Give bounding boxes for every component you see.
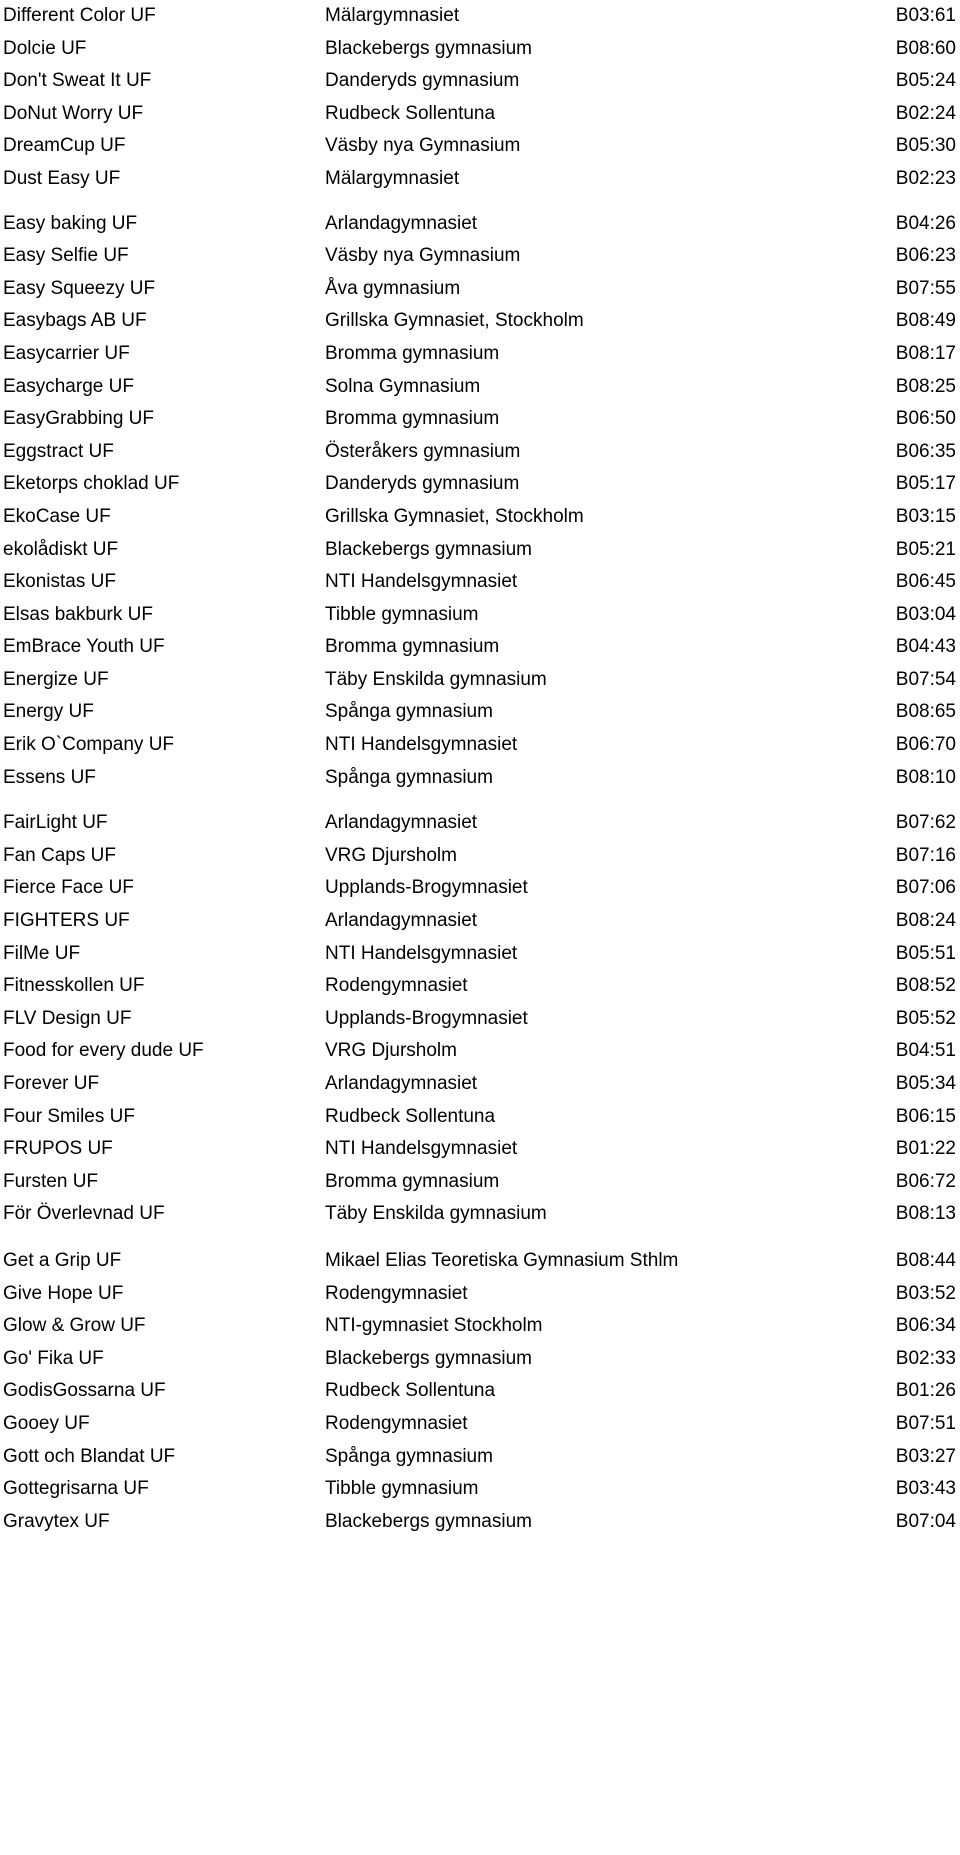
booth-code: B08:25 xyxy=(895,375,956,397)
table-row xyxy=(0,208,960,241)
table-row xyxy=(0,1310,960,1343)
school-name: Rodengymnasiet xyxy=(325,1282,468,1304)
table-row xyxy=(0,468,960,501)
group-d xyxy=(0,0,960,196)
table-row xyxy=(0,566,960,599)
booth-code: B08:13 xyxy=(895,1203,956,1225)
table-row xyxy=(0,273,960,306)
school-name: Spånga gymnasium xyxy=(325,701,493,723)
table-row xyxy=(0,1166,960,1199)
company-name: Get a Grip UF xyxy=(3,1249,122,1271)
school-name: Rudbeck Sollentuna xyxy=(325,1105,496,1127)
school-name: Rudbeck Sollentuna xyxy=(325,1380,496,1402)
booth-code: B06:34 xyxy=(895,1315,956,1337)
table-row xyxy=(0,1101,960,1134)
company-name: ekolådiskt UF xyxy=(3,538,119,560)
booth-code: B07:51 xyxy=(895,1412,956,1434)
table-row xyxy=(0,1245,960,1278)
booth-code: B02:24 xyxy=(895,102,956,124)
company-name: Give Hope UF xyxy=(3,1282,124,1304)
company-name: Four Smiles UF xyxy=(3,1105,135,1127)
group-spacer xyxy=(0,1231,960,1245)
company-name: Elsas bakburk UF xyxy=(3,603,153,625)
school-name: Täby Enskilda gymnasium xyxy=(325,668,547,690)
booth-code: B05:52 xyxy=(895,1007,956,1029)
school-name: Upplands-Brogymnasiet xyxy=(325,1007,528,1029)
table-row xyxy=(0,1408,960,1441)
company-name: Eketorps choklad UF xyxy=(3,473,180,495)
school-name: VRG Djursholm xyxy=(325,1040,457,1062)
table-row xyxy=(0,872,960,905)
table-row xyxy=(0,807,960,840)
booth-code: B07:62 xyxy=(895,812,956,834)
booth-code: B08:65 xyxy=(895,701,956,723)
school-name: Mikael Elias Teoretiska Gymnasium Sthlm xyxy=(325,1249,679,1271)
booth-code: B08:52 xyxy=(895,975,956,997)
company-name: FilMe UF xyxy=(3,942,81,964)
booth-code: B03:43 xyxy=(895,1478,956,1500)
booth-code: B06:23 xyxy=(895,245,956,267)
booth-code: B08:10 xyxy=(895,766,956,788)
booth-code: B06:45 xyxy=(895,571,956,593)
school-name: Bromma gymnasium xyxy=(325,636,500,658)
table-row xyxy=(0,1473,960,1506)
school-name: Spånga gymnasium xyxy=(325,1445,493,1467)
booth-code: B04:26 xyxy=(895,212,956,234)
table-row xyxy=(0,1506,960,1539)
group-e xyxy=(0,208,960,795)
school-name: Bromma gymnasium xyxy=(325,408,500,430)
school-name: Blackebergs gymnasium xyxy=(325,538,532,560)
booth-code: B08:49 xyxy=(895,310,956,332)
school-name: Solna Gymnasium xyxy=(325,375,481,397)
school-name: Rudbeck Sollentuna xyxy=(325,102,496,124)
table-row xyxy=(0,33,960,66)
company-name: Easycarrier UF xyxy=(3,342,130,364)
school-name: Danderyds gymnasium xyxy=(325,473,520,495)
school-name: Bromma gymnasium xyxy=(325,342,500,364)
company-name: Dolcie UF xyxy=(3,37,87,59)
company-name: Easy Selfie UF xyxy=(3,245,129,267)
company-name: Go' Fika UF xyxy=(3,1347,104,1369)
company-name: Fursten UF xyxy=(3,1170,99,1192)
company-name: Glow & Grow UF xyxy=(3,1315,146,1337)
school-name: Österåkers gymnasium xyxy=(325,440,521,462)
school-name: Mälargymnasiet xyxy=(325,5,460,26)
table-row xyxy=(0,305,960,338)
booth-code: B07:16 xyxy=(895,844,956,866)
company-name: Easy baking UF xyxy=(3,212,138,234)
company-name: EkoCase UF xyxy=(3,505,111,527)
table-row xyxy=(0,631,960,664)
company-name: DreamCup UF xyxy=(3,135,126,157)
company-name: FRUPOS UF xyxy=(3,1138,113,1160)
booth-code: B08:24 xyxy=(895,910,956,932)
booth-code: B08:17 xyxy=(895,342,956,364)
table-row xyxy=(0,1441,960,1474)
table-row xyxy=(0,0,960,33)
booth-code: B07:54 xyxy=(895,668,956,690)
booth-code: B01:26 xyxy=(895,1380,956,1402)
company-name: Gooey UF xyxy=(3,1412,90,1434)
company-name: FairLight UF xyxy=(3,812,108,834)
booth-code: B02:23 xyxy=(895,167,956,189)
school-name: Blackebergs gymnasium xyxy=(325,37,532,59)
table-row xyxy=(0,762,960,795)
booth-code: B06:50 xyxy=(895,408,956,430)
booth-code: B07:55 xyxy=(895,277,956,299)
booth-code: B03:61 xyxy=(895,5,956,26)
company-name: Erik O`Company UF xyxy=(3,734,175,756)
booth-code: B05:21 xyxy=(895,538,956,560)
table-row xyxy=(0,501,960,534)
table-row xyxy=(0,1003,960,1036)
table-row xyxy=(0,970,960,1003)
booth-code: B04:51 xyxy=(895,1040,956,1062)
company-name: Energy UF xyxy=(3,701,94,723)
booth-code: B05:24 xyxy=(895,70,956,92)
table-row xyxy=(0,240,960,273)
company-name: Dust Easy UF xyxy=(3,167,121,189)
school-name: Arlandagymnasiet xyxy=(325,212,478,234)
booth-code: B06:70 xyxy=(895,734,956,756)
company-name: Forever UF xyxy=(3,1073,100,1094)
table-row xyxy=(0,729,960,762)
group-f xyxy=(0,807,960,1231)
table-row xyxy=(0,1133,960,1166)
school-name: Tibble gymnasium xyxy=(325,603,479,625)
table-row xyxy=(0,163,960,196)
booth-code: B08:44 xyxy=(895,1249,956,1271)
table-row xyxy=(0,1198,960,1231)
company-name: GodisGossarna UF xyxy=(3,1380,166,1402)
booth-code: B05:51 xyxy=(895,942,956,964)
table-row xyxy=(0,98,960,131)
company-name: Energize UF xyxy=(3,668,109,690)
booth-code: B04:43 xyxy=(895,636,956,658)
table-row xyxy=(0,534,960,567)
school-name: Arlandagymnasiet xyxy=(325,812,478,834)
company-name: Food for every dude UF xyxy=(3,1040,204,1062)
table-row xyxy=(0,1278,960,1311)
booth-code: B07:04 xyxy=(895,1510,956,1532)
table-row xyxy=(0,338,960,371)
school-name: Täby Enskilda gymnasium xyxy=(325,1203,547,1225)
company-name: Don't Sweat It UF xyxy=(3,70,152,92)
table-row xyxy=(0,664,960,697)
school-name: Bromma gymnasium xyxy=(325,1170,500,1192)
table-row xyxy=(0,1343,960,1376)
booth-code: B03:15 xyxy=(895,505,956,527)
company-name: Gott och Blandat UF xyxy=(3,1445,176,1467)
school-name: NTI Handelsgymnasiet xyxy=(325,734,518,756)
school-name: VRG Djursholm xyxy=(325,844,457,866)
company-name: DoNut Worry UF xyxy=(3,102,144,124)
table-row xyxy=(0,840,960,873)
table-row xyxy=(0,599,960,632)
school-name: Åva gymnasium xyxy=(325,277,461,299)
company-name: Fan Caps UF xyxy=(3,844,116,866)
booth-code: B08:60 xyxy=(895,37,956,59)
table-row xyxy=(0,65,960,98)
company-name: FIGHTERS UF xyxy=(3,910,130,932)
booth-code: B05:30 xyxy=(895,135,956,157)
school-name: Väsby nya Gymnasium xyxy=(325,135,521,157)
school-name: Grillska Gymnasiet, Stockholm xyxy=(325,505,584,527)
school-name: NTI-gymnasiet Stockholm xyxy=(325,1315,543,1337)
school-name: Tibble gymnasium xyxy=(325,1478,479,1500)
booth-code: B05:34 xyxy=(895,1073,956,1094)
company-name: Easy Squeezy UF xyxy=(3,277,156,299)
booth-code: B06:35 xyxy=(895,440,956,462)
company-name: Fierce Face UF xyxy=(3,877,134,899)
table-row xyxy=(0,436,960,469)
company-name: FLV Design UF xyxy=(3,1007,132,1029)
school-name: Arlandagymnasiet xyxy=(325,1073,478,1094)
school-name: Blackebergs gymnasium xyxy=(325,1347,532,1369)
school-name: Mälargymnasiet xyxy=(325,167,460,189)
table-row xyxy=(0,130,960,163)
school-name: Arlandagymnasiet xyxy=(325,910,478,932)
school-name: Väsby nya Gymnasium xyxy=(325,245,521,267)
school-name: Spånga gymnasium xyxy=(325,766,493,788)
company-name: Essens UF xyxy=(3,766,96,788)
table-row xyxy=(0,403,960,436)
school-name: NTI Handelsgymnasiet xyxy=(325,1138,518,1160)
booth-code: B02:33 xyxy=(895,1347,956,1369)
school-name: Blackebergs gymnasium xyxy=(325,1510,532,1532)
group-spacer xyxy=(0,794,960,807)
school-name: Upplands-Brogymnasiet xyxy=(325,877,528,899)
company-name: EmBrace Youth UF xyxy=(3,636,165,658)
company-name: EasyGrabbing UF xyxy=(3,408,155,430)
table-row xyxy=(0,1035,960,1068)
table-row xyxy=(0,696,960,729)
booth-code: B06:15 xyxy=(895,1105,956,1127)
table-row xyxy=(0,1068,960,1101)
school-name: Grillska Gymnasiet, Stockholm xyxy=(325,310,584,332)
company-name: Ekonistas UF xyxy=(3,571,116,593)
company-name: Gravytex UF xyxy=(3,1510,110,1532)
table-row xyxy=(0,938,960,971)
booth-code: B03:04 xyxy=(895,603,956,625)
company-name: Easybags AB UF xyxy=(3,310,147,332)
school-name: Rodengymnasiet xyxy=(325,1412,468,1434)
company-name: Easycharge UF xyxy=(3,375,134,397)
school-name: Rodengymnasiet xyxy=(325,975,468,997)
school-name: NTI Handelsgymnasiet xyxy=(325,942,518,964)
company-name: Different Color UF xyxy=(3,5,156,26)
group-g xyxy=(0,1245,960,1538)
booth-code: B03:52 xyxy=(895,1282,956,1304)
school-name: Danderyds gymnasium xyxy=(325,70,520,92)
table-row xyxy=(0,905,960,938)
booth-code: B05:17 xyxy=(895,473,956,495)
company-name: Gottegrisarna UF xyxy=(3,1478,149,1500)
booth-code: B07:06 xyxy=(895,877,956,899)
booth-code: B01:22 xyxy=(895,1138,956,1160)
company-name: Eggstract UF xyxy=(3,440,114,462)
school-name: NTI Handelsgymnasiet xyxy=(325,571,518,593)
booth-code: B06:72 xyxy=(895,1170,956,1192)
booth-code: B03:27 xyxy=(895,1445,956,1467)
table-row xyxy=(0,1375,960,1408)
table-row xyxy=(0,371,960,404)
company-name: Fitnesskollen UF xyxy=(3,975,145,997)
company-name: För Överlevnad UF xyxy=(3,1203,165,1225)
group-spacer xyxy=(0,196,960,208)
